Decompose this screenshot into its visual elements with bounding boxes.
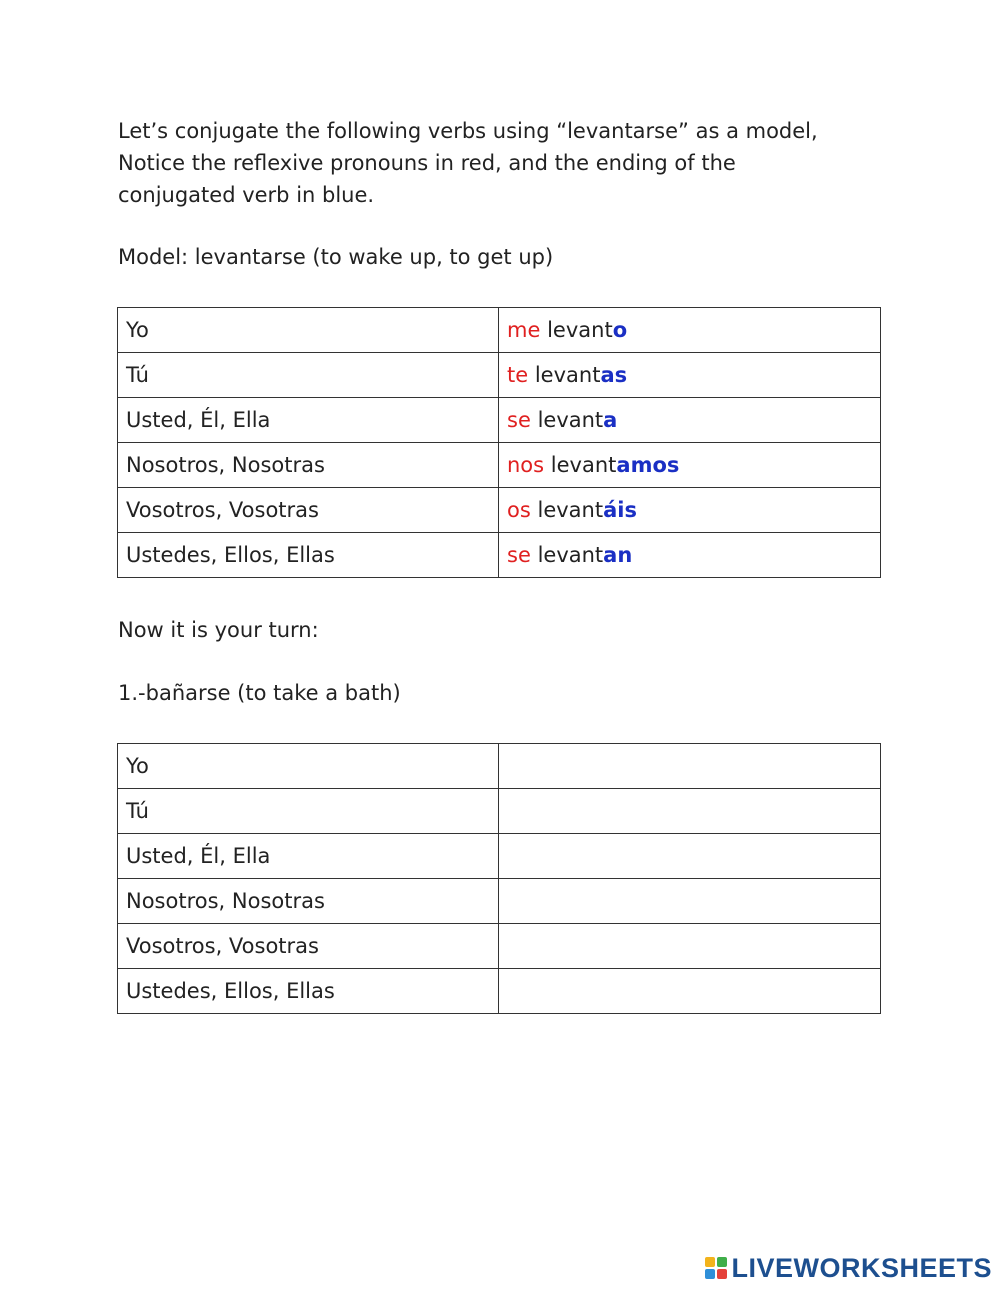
- subject-cell: Ustedes, Ellos, Ellas: [118, 533, 499, 578]
- subject-cell: Vosotros, Vosotras: [118, 488, 499, 533]
- conjugation-cell: [499, 488, 881, 533]
- verb-ending: áis: [603, 498, 637, 522]
- exercise-1-label: 1.-bañarse (to take a bath): [118, 681, 401, 705]
- table-row: [118, 834, 881, 879]
- instructions-line-1: Let’s conjugate the following verbs using “levantarse” as a model,: [118, 119, 818, 143]
- subject-cell: Usted, Él, Ella: [118, 834, 499, 879]
- logo-blocks-icon: [705, 1257, 727, 1279]
- conjugation-cell: [499, 308, 881, 353]
- instructions-line-2: Notice the reflexive pronouns in red, and the ending of the: [118, 151, 736, 175]
- your-turn-label: Now it is your turn:: [118, 618, 319, 642]
- subject-cell: Ustedes, Ellos, Ellas: [118, 969, 499, 1014]
- answer-cell[interactable]: [499, 969, 881, 1014]
- verb-stem: levant: [537, 408, 604, 432]
- answer-cell[interactable]: [499, 789, 881, 834]
- answer-cell[interactable]: [499, 744, 881, 789]
- verb-stem: levant: [550, 453, 617, 477]
- verb-stem: levant: [534, 363, 601, 387]
- conjugation-cell: [499, 398, 881, 443]
- reflexive-pronoun: se: [507, 543, 531, 567]
- verb-stem: levant: [537, 543, 604, 567]
- verb-ending: a: [603, 408, 618, 432]
- table-row: [118, 353, 881, 398]
- reflexive-pronoun: se: [507, 408, 531, 432]
- table-row: [118, 488, 881, 533]
- table-row: [118, 789, 881, 834]
- subject-cell: Nosotros, Nosotras: [118, 879, 499, 924]
- table-row: [118, 969, 881, 1014]
- exercise-1-table: [117, 743, 881, 1014]
- reflexive-pronoun: nos: [507, 453, 545, 477]
- conjugation-cell: [499, 443, 881, 488]
- logo-text: LIVEWORKSHEETS: [731, 1253, 992, 1283]
- answer-cell[interactable]: [499, 879, 881, 924]
- table-row: [118, 924, 881, 969]
- conjugation-cell: [499, 533, 881, 578]
- subject-cell: Nosotros, Nosotras: [118, 443, 499, 488]
- verb-ending: o: [612, 318, 628, 342]
- logo-block: [705, 1269, 715, 1279]
- answer-cell[interactable]: [499, 924, 881, 969]
- table-row: [118, 398, 881, 443]
- subject-cell: Vosotros, Vosotras: [118, 924, 499, 969]
- subject-cell: Yo: [118, 308, 499, 353]
- model-conjugation-table: [117, 307, 881, 578]
- subject-cell: Usted, Él, Ella: [118, 398, 499, 443]
- verb-stem: levant: [537, 498, 604, 522]
- table-row: [118, 308, 881, 353]
- reflexive-pronoun: os: [507, 498, 531, 522]
- instructions: [118, 115, 898, 211]
- reflexive-pronoun: te: [507, 363, 529, 387]
- subject-cell: Yo: [118, 744, 499, 789]
- table-row: [118, 744, 881, 789]
- subject-cell: Tú: [118, 353, 499, 398]
- logo-block: [705, 1257, 715, 1267]
- reflexive-pronoun: me: [507, 318, 541, 342]
- table-row: [118, 533, 881, 578]
- table-row: [118, 879, 881, 924]
- verb-ending: as: [600, 363, 628, 387]
- answer-cell[interactable]: [499, 834, 881, 879]
- liveworksheets-logo: [705, 1251, 992, 1285]
- logo-block: [717, 1257, 727, 1267]
- instructions-line-3: conjugated verb in blue.: [118, 183, 375, 207]
- logo-block: [717, 1269, 727, 1279]
- verb-ending: an: [603, 543, 633, 567]
- conjugation-cell: [499, 353, 881, 398]
- table-row: [118, 443, 881, 488]
- verb-stem: levant: [547, 318, 613, 342]
- verb-ending: amos: [616, 453, 680, 477]
- subject-cell: Tú: [118, 789, 499, 834]
- model-label: Model: levantarse (to wake up, to get up): [118, 245, 554, 269]
